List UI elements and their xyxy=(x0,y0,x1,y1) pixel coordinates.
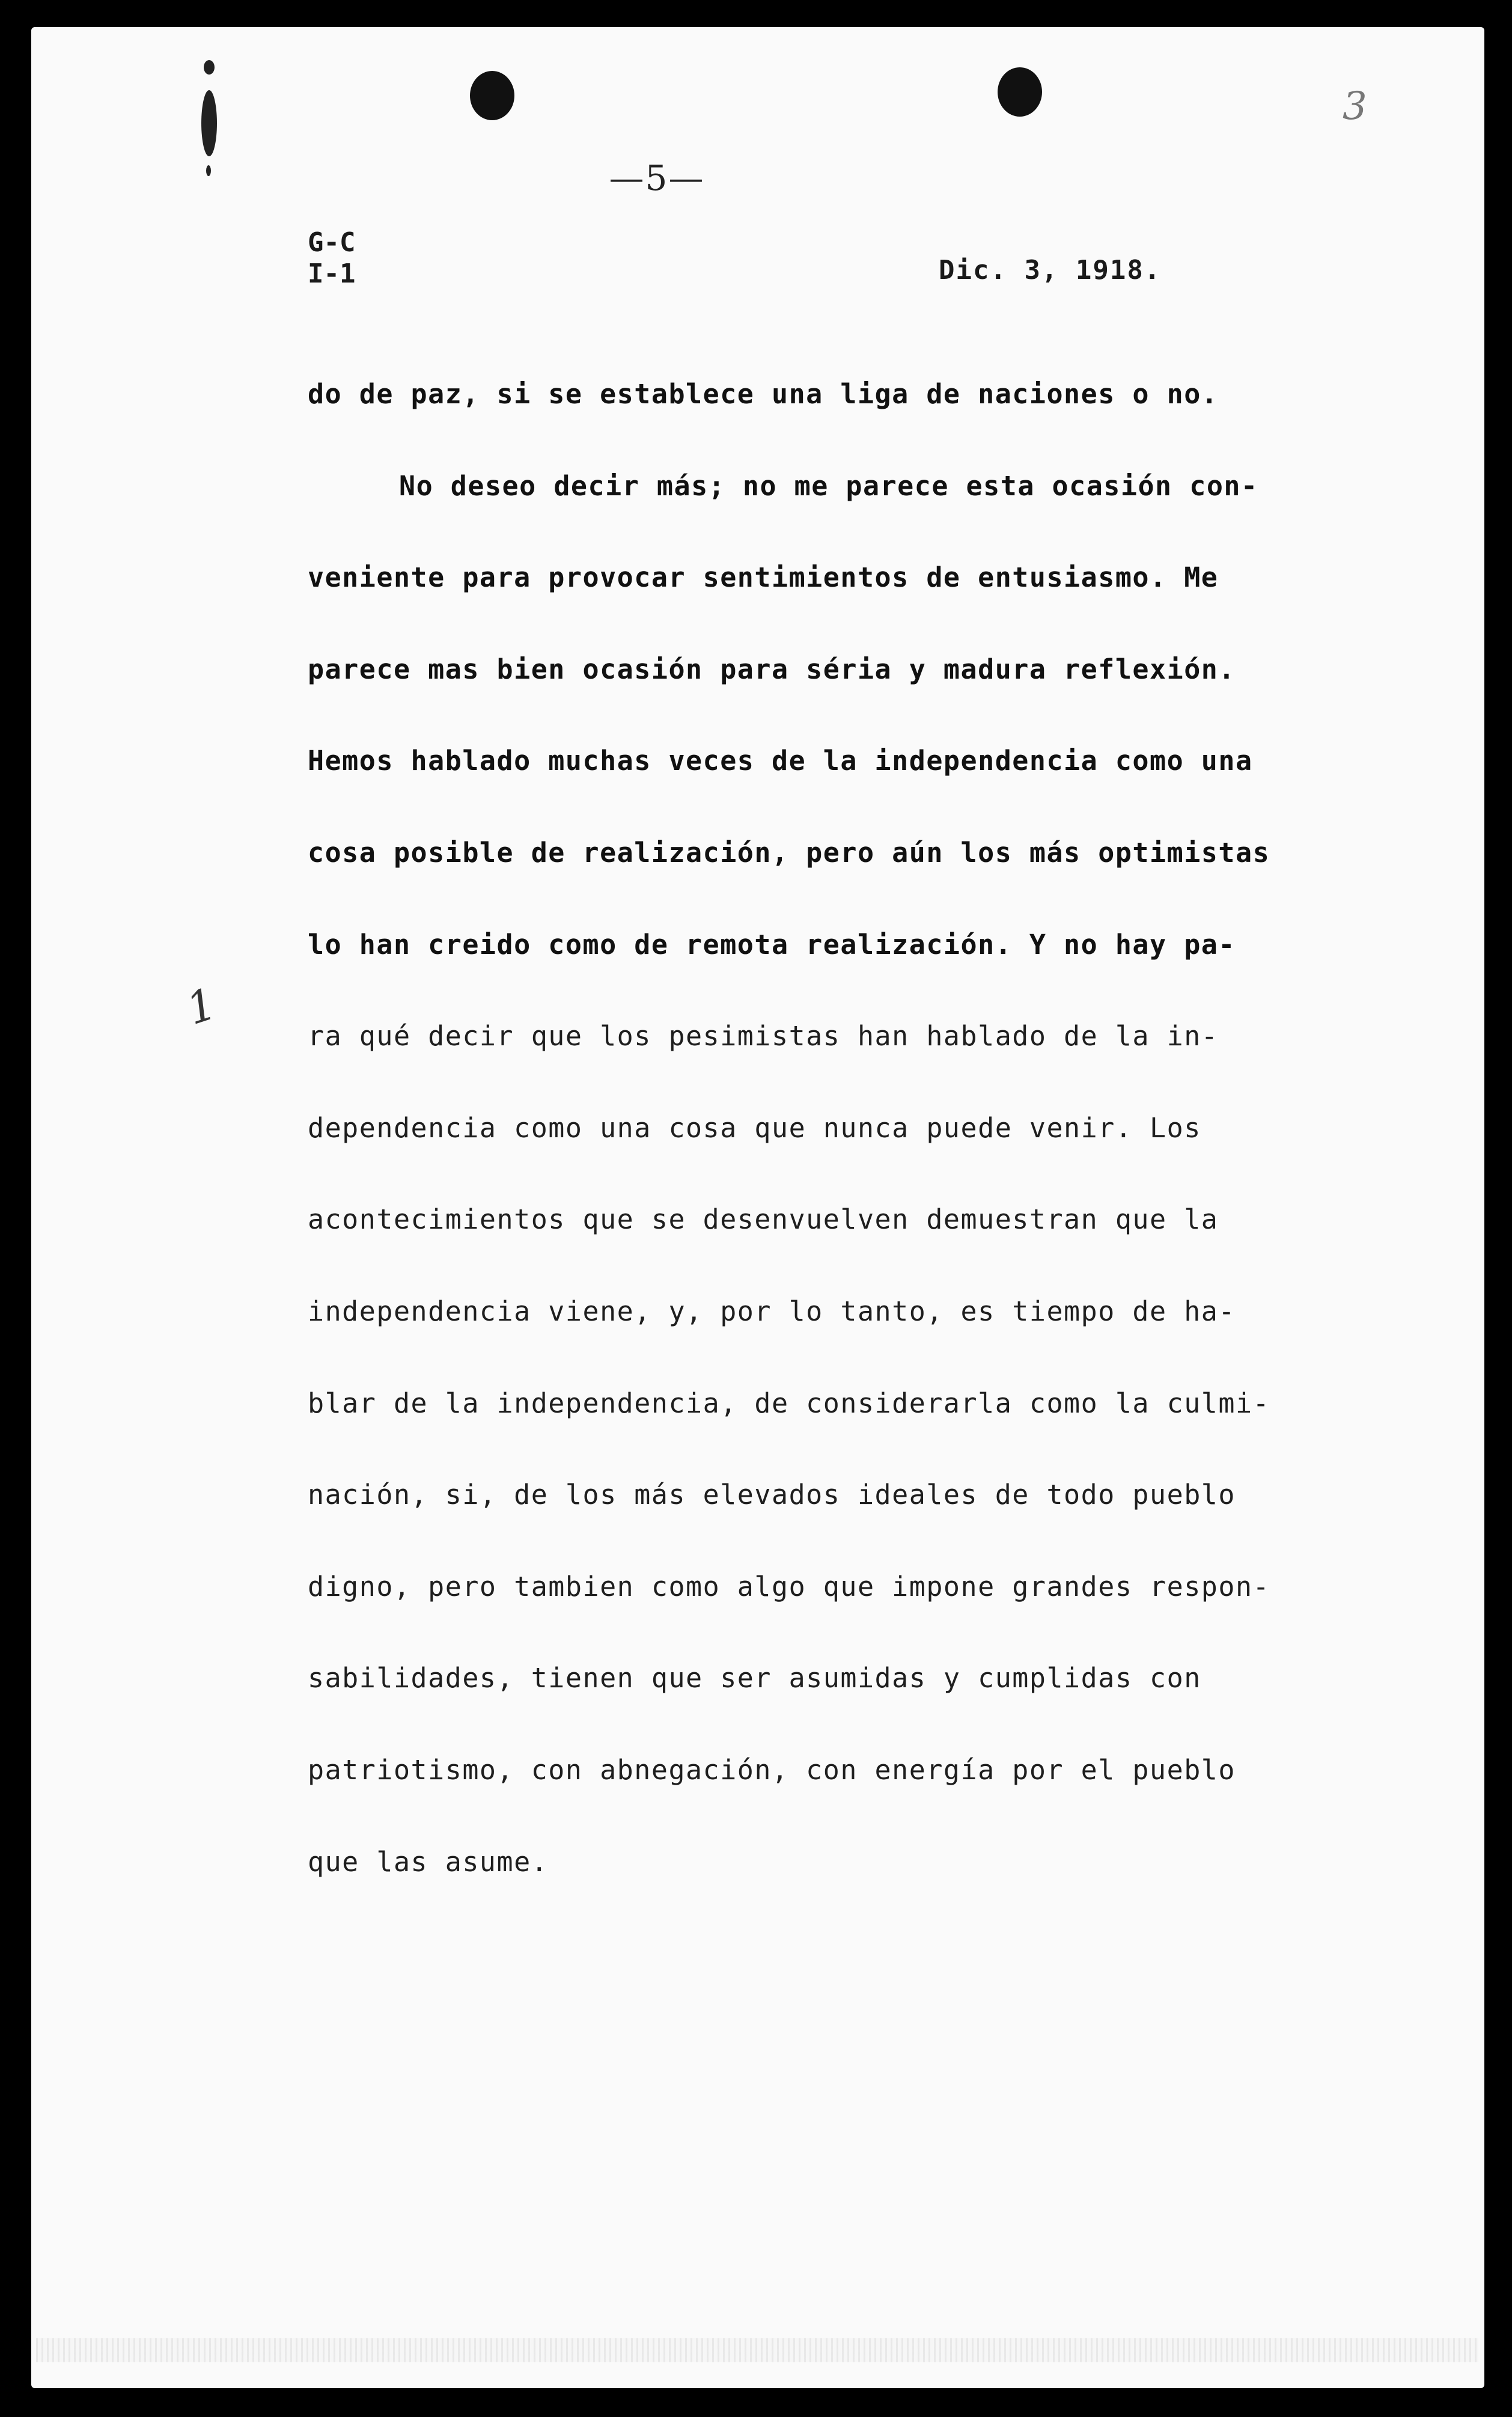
text-line: Hemos hablado muchas veces de la independencia como una xyxy=(308,745,1253,777)
text-line: independencia viene, y, por lo tanto, es tiempo de ha- xyxy=(308,1295,1236,1327)
reference-code-line: I-1 xyxy=(308,258,356,289)
text-line: sabilidades, tienen que ser asumidas y cumplidas con xyxy=(308,1662,1201,1694)
text-line: parece mas bien ocasión para séria y madura reflexión. xyxy=(308,653,1236,685)
ink-smudge xyxy=(201,36,215,186)
punch-hole-right xyxy=(998,67,1042,117)
text-line: nación, si, de los más elevados ideales de todo pueblo xyxy=(308,1479,1236,1511)
text-line: No deseo decir más; no me parece esta ocasión con- xyxy=(399,469,1258,502)
text-line: lo han creido como de remota realización. Y no hay pa- xyxy=(308,928,1236,961)
page-number: —5— xyxy=(609,157,705,198)
corner-mark: 3 xyxy=(1343,84,1367,129)
reference-code-line: G-C xyxy=(308,227,356,258)
text-line: dependencia como una cosa que nunca puede venir. Los xyxy=(308,1111,1201,1144)
scan-edge-noise xyxy=(36,2338,1478,2362)
text-line: blar de la independencia, de considerarla como la culmi- xyxy=(308,1387,1270,1419)
text-line: acontecimientos que se desenvuelven demuestran que la xyxy=(308,1203,1219,1236)
text-line: cosa posible de realización, pero aún los más optimistas xyxy=(308,836,1270,869)
body-text xyxy=(308,373,1329,1932)
text-line: digno, pero tambien como algo que impone grandes respon- xyxy=(308,1570,1270,1603)
reference-code xyxy=(308,227,355,290)
text-line: que las asume. xyxy=(308,1845,549,1878)
text-line: veniente para provocar sentimientos de entusiasmo. Me xyxy=(308,561,1219,594)
text-line: ra qué decir que los pesimistas han hablado de la in- xyxy=(308,1020,1219,1053)
text-line: do de paz, si se establece una liga de naciones o no. xyxy=(308,378,1219,410)
margin-annotation: 1 xyxy=(180,977,222,1035)
text-line: patriotismo, con abnegación, con energía por el pueblo xyxy=(308,1753,1236,1786)
punch-hole-left xyxy=(470,71,514,120)
document-date: Dic. 3, 1918. xyxy=(939,255,1162,286)
